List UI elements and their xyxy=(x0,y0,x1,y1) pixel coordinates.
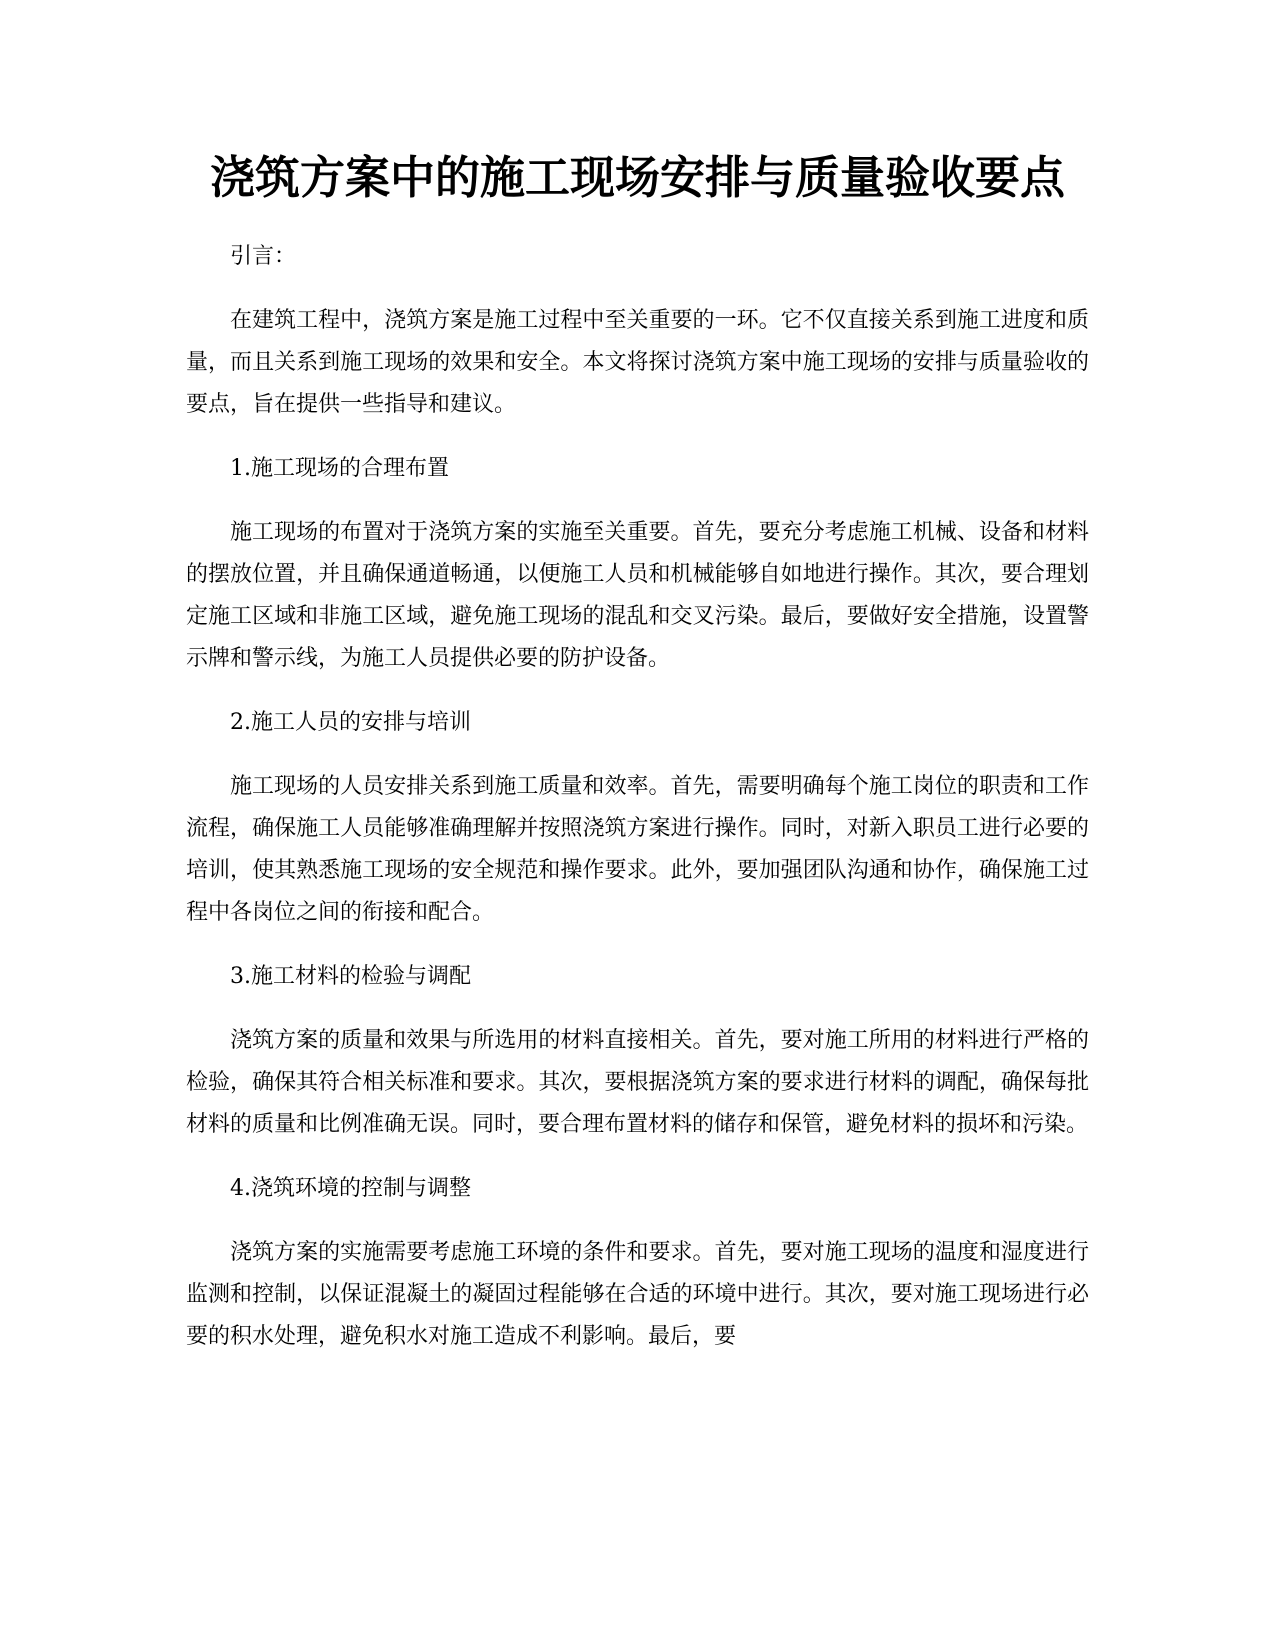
document-title: 浇筑方案中的施工现场安排与质量验收要点 xyxy=(209,151,1065,204)
section-heading-3: 3.施工材料的检验与调配 xyxy=(230,964,471,989)
section-paragraph-3: 浇筑方案的质量和效果与所选用的材料直接相关。首先，要对施工所用的材料进行严格的检验，确保其符合相关标准和要求。其次，要根据浇筑方案的要求进行材料的调配，确保每批材料的质量和比例准确无误。同时，要合理布置材料的储存和保管，避免材料的损坏和污染。 xyxy=(186,1028,1089,1137)
intro-paragraph: 在建筑工程中，浇筑方案是施工过程中至关重要的一环。它不仅直接关系到施工进度和质量，而且关系到施工现场的效果和安全。本文将探讨浇筑方案中施工现场的安排与质量验收的要点，旨在提供一些指导和建议。 xyxy=(186,308,1089,417)
section-paragraph-4: 浇筑方案的实施需要考虑施工环境的条件和要求。首先，要对施工现场的温度和湿度进行监测和控制，以保证混凝土的凝固过程能够在合适的环境中进行。其次，要对施工现场进行必要的积水处理，避免积水对施工造成不利影响。最后，要 xyxy=(186,1240,1089,1349)
document-body xyxy=(186,236,1089,1380)
section-paragraph-1: 施工现场的布置对于浇筑方案的实施至关重要。首先，要充分考虑施工机械、设备和材料的摆放位置，并且确保通道畅通，以便施工人员和机械能够自如地进行操作。其次，要合理划定施工区域和非施工区域，避免施工现场的混乱和交叉污染。最后，要做好安全措施，设置警示牌和警示线，为施工人员提供必要的防护设备。 xyxy=(186,520,1089,671)
section-paragraph-2: 施工现场的人员安排关系到施工质量和效率。首先，需要明确每个施工岗位的职责和工作流程，确保施工人员能够准确理解并按照浇筑方案进行操作。同时，对新入职员工进行必要的培训，使其熟悉施工现场的安全规范和操作要求。此外，要加强团队沟通和协作，确保施工过程中各岗位之间的衔接和配合。 xyxy=(186,774,1089,925)
section-heading-2: 2.施工人员的安排与培训 xyxy=(230,710,471,735)
section-heading-4: 4.浇筑环境的控制与调整 xyxy=(230,1176,471,1201)
intro-label: 引言： xyxy=(230,244,297,269)
section-heading-1: 1.施工现场的合理布置 xyxy=(230,456,449,481)
